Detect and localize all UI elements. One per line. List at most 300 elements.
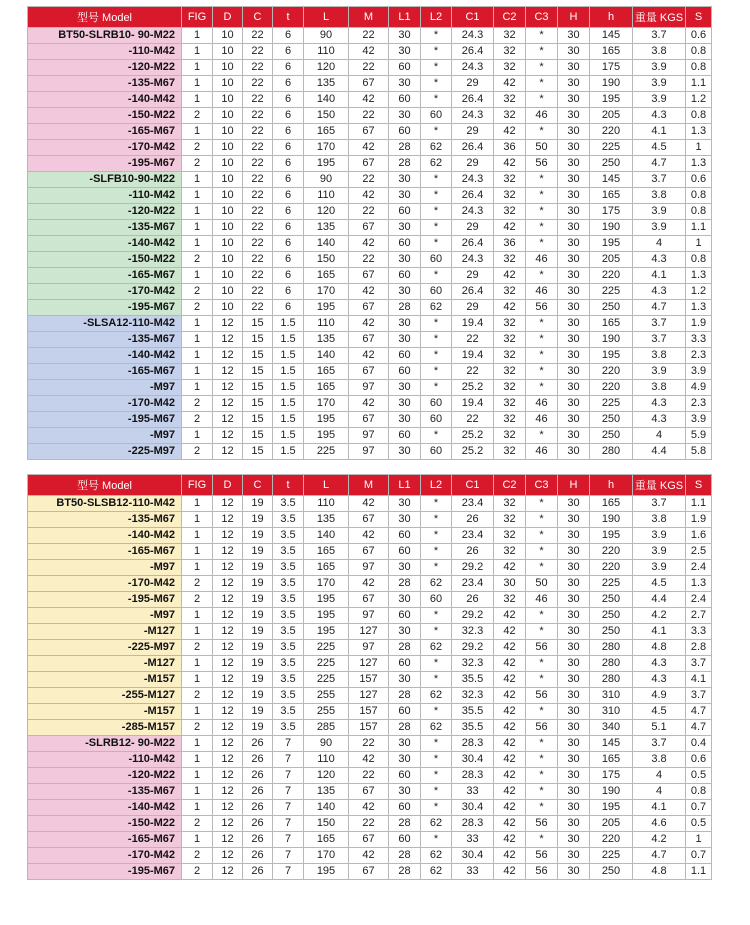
value-cell: 280 xyxy=(590,672,633,688)
value-cell: * xyxy=(526,608,558,624)
value-cell: * xyxy=(421,44,452,60)
value-cell: 3.7 xyxy=(686,688,712,704)
model-cell: -SLRB12- 90-M22 xyxy=(28,736,182,752)
value-cell: * xyxy=(421,348,452,364)
value-cell: 250 xyxy=(590,864,633,880)
value-cell: 42 xyxy=(349,848,389,864)
value-cell: 1.3 xyxy=(686,156,712,172)
value-cell: 3.5 xyxy=(273,528,304,544)
value-cell: 15 xyxy=(243,396,273,412)
value-cell: 15 xyxy=(243,316,273,332)
value-cell: 1.5 xyxy=(273,364,304,380)
value-cell: 4.1 xyxy=(633,268,686,284)
value-cell: 165 xyxy=(590,316,633,332)
value-cell: 62 xyxy=(421,848,452,864)
table-row xyxy=(28,656,712,672)
value-cell: 32.3 xyxy=(452,688,494,704)
value-cell: 2 xyxy=(182,156,213,172)
value-cell: 4.3 xyxy=(633,252,686,268)
value-cell: 29.2 xyxy=(452,640,494,656)
value-cell: 10 xyxy=(213,188,243,204)
value-cell: 32 xyxy=(494,512,526,528)
value-cell: 30 xyxy=(558,608,590,624)
value-cell: 42 xyxy=(494,864,526,880)
value-cell: 127 xyxy=(349,656,389,672)
value-cell: 15 xyxy=(243,428,273,444)
value-cell: 26 xyxy=(243,752,273,768)
value-cell: 30 xyxy=(558,832,590,848)
value-cell: 30 xyxy=(558,576,590,592)
value-cell: 30 xyxy=(558,252,590,268)
table-row xyxy=(28,816,712,832)
table-row xyxy=(28,576,712,592)
value-cell: 3.9 xyxy=(633,92,686,108)
value-cell: 30 xyxy=(389,592,421,608)
value-cell: 22 xyxy=(243,108,273,124)
value-cell: 1 xyxy=(182,544,213,560)
value-cell: 19 xyxy=(243,656,273,672)
value-cell: 0.8 xyxy=(686,188,712,204)
column-header: L xyxy=(304,7,349,28)
model-cell: -120-M22 xyxy=(28,768,182,784)
value-cell: 12 xyxy=(213,380,243,396)
model-cell: -135-M67 xyxy=(28,784,182,800)
value-cell: 19 xyxy=(243,496,273,512)
value-cell: 67 xyxy=(349,300,389,316)
value-cell: 3.3 xyxy=(686,332,712,348)
value-cell: 280 xyxy=(590,444,633,460)
value-cell: 60 xyxy=(389,428,421,444)
value-cell: 42 xyxy=(349,92,389,108)
value-cell: 170 xyxy=(304,140,349,156)
value-cell: 42 xyxy=(349,188,389,204)
value-cell: 165 xyxy=(304,380,349,396)
value-cell: 2 xyxy=(182,816,213,832)
value-cell: 0.7 xyxy=(686,848,712,864)
value-cell: 28 xyxy=(389,300,421,316)
value-cell: 30 xyxy=(389,496,421,512)
value-cell: 2 xyxy=(182,848,213,864)
table-row xyxy=(28,92,712,108)
value-cell: 19.4 xyxy=(452,348,494,364)
value-cell: 35.5 xyxy=(452,720,494,736)
value-cell: * xyxy=(526,124,558,140)
value-cell: 42 xyxy=(494,672,526,688)
value-cell: 26.4 xyxy=(452,188,494,204)
value-cell: 6 xyxy=(273,284,304,300)
value-cell: 42 xyxy=(349,396,389,412)
value-cell: 2 xyxy=(182,108,213,124)
value-cell: 62 xyxy=(421,720,452,736)
value-cell: 165 xyxy=(304,268,349,284)
value-cell: 29.2 xyxy=(452,560,494,576)
model-cell: -110-M42 xyxy=(28,188,182,204)
value-cell: 30 xyxy=(389,784,421,800)
table-row xyxy=(28,752,712,768)
value-cell: 30 xyxy=(558,380,590,396)
value-cell: 195 xyxy=(590,800,633,816)
value-cell: 15 xyxy=(243,380,273,396)
value-cell: 225 xyxy=(304,640,349,656)
value-cell: 1 xyxy=(686,140,712,156)
column-header: M xyxy=(349,7,389,28)
value-cell: 19 xyxy=(243,688,273,704)
value-cell: 3.8 xyxy=(633,512,686,528)
value-cell: * xyxy=(526,752,558,768)
value-cell: 97 xyxy=(349,380,389,396)
value-cell: 157 xyxy=(349,704,389,720)
value-cell: 35.5 xyxy=(452,672,494,688)
value-cell: 42 xyxy=(494,268,526,284)
value-cell: 7 xyxy=(273,864,304,880)
value-cell: 12 xyxy=(213,800,243,816)
value-cell: 170 xyxy=(304,848,349,864)
value-cell: 32 xyxy=(494,188,526,204)
value-cell: 67 xyxy=(349,512,389,528)
value-cell: * xyxy=(421,560,452,576)
value-cell: 7 xyxy=(273,848,304,864)
value-cell: 46 xyxy=(526,412,558,428)
value-cell: 110 xyxy=(304,752,349,768)
value-cell: 30.4 xyxy=(452,848,494,864)
value-cell: 97 xyxy=(349,608,389,624)
value-cell: 4.3 xyxy=(633,672,686,688)
value-cell: 12 xyxy=(213,848,243,864)
value-cell: 0.8 xyxy=(686,784,712,800)
value-cell: 67 xyxy=(349,220,389,236)
value-cell: 4.9 xyxy=(686,380,712,396)
value-cell: 46 xyxy=(526,592,558,608)
value-cell: 145 xyxy=(590,736,633,752)
table-row xyxy=(28,608,712,624)
value-cell: * xyxy=(421,832,452,848)
value-cell: 1.5 xyxy=(273,428,304,444)
value-cell: 3.5 xyxy=(273,512,304,528)
value-cell: 30 xyxy=(389,380,421,396)
value-cell: 6 xyxy=(273,92,304,108)
value-cell: 29 xyxy=(452,268,494,284)
value-cell: 42 xyxy=(494,608,526,624)
model-cell: -SLSA12-110-M42 xyxy=(28,316,182,332)
value-cell: 30 xyxy=(558,816,590,832)
value-cell: 12 xyxy=(213,316,243,332)
table-row xyxy=(28,156,712,172)
value-cell: 22 xyxy=(349,28,389,44)
value-cell: 1 xyxy=(182,380,213,396)
value-cell: 19 xyxy=(243,544,273,560)
table-row xyxy=(28,428,712,444)
value-cell: 60 xyxy=(389,92,421,108)
value-cell: 90 xyxy=(304,736,349,752)
value-cell: 250 xyxy=(590,300,633,316)
value-cell: 10 xyxy=(213,124,243,140)
column-header: H xyxy=(558,475,590,496)
value-cell: 1 xyxy=(182,268,213,284)
value-cell: 3.5 xyxy=(273,704,304,720)
table-row xyxy=(28,640,712,656)
model-cell: -140-M42 xyxy=(28,92,182,108)
value-cell: 7 xyxy=(273,832,304,848)
value-cell: 190 xyxy=(590,512,633,528)
value-cell: 140 xyxy=(304,236,349,252)
table-row xyxy=(28,560,712,576)
value-cell: 32 xyxy=(494,108,526,124)
value-cell: 22 xyxy=(243,252,273,268)
table-row xyxy=(28,800,712,816)
table-row xyxy=(28,624,712,640)
value-cell: 12 xyxy=(213,332,243,348)
value-cell: 30 xyxy=(558,268,590,284)
value-cell: 255 xyxy=(304,704,349,720)
value-cell: 1 xyxy=(182,784,213,800)
column-header: L2 xyxy=(421,7,452,28)
value-cell: * xyxy=(526,316,558,332)
value-cell: * xyxy=(526,784,558,800)
value-cell: 10 xyxy=(213,28,243,44)
model-cell: -165-M67 xyxy=(28,832,182,848)
value-cell: 6 xyxy=(273,28,304,44)
value-cell: 3.9 xyxy=(633,76,686,92)
value-cell: 1.1 xyxy=(686,76,712,92)
value-cell: 4.4 xyxy=(633,592,686,608)
value-cell: 165 xyxy=(304,124,349,140)
value-cell: * xyxy=(526,44,558,60)
value-cell: 62 xyxy=(421,816,452,832)
value-cell: 6 xyxy=(273,188,304,204)
value-cell: 56 xyxy=(526,640,558,656)
value-cell: 32 xyxy=(494,380,526,396)
value-cell: 30 xyxy=(558,204,590,220)
value-cell: 4.7 xyxy=(686,704,712,720)
value-cell: 30 xyxy=(389,220,421,236)
table-row xyxy=(28,704,712,720)
value-cell: 26.4 xyxy=(452,44,494,60)
model-cell: -170-M42 xyxy=(28,140,182,156)
value-cell: 50 xyxy=(526,576,558,592)
model-cell: -135-M67 xyxy=(28,512,182,528)
value-cell: 2 xyxy=(182,284,213,300)
value-cell: * xyxy=(526,332,558,348)
value-cell: 30 xyxy=(558,92,590,108)
value-cell: 1.9 xyxy=(686,512,712,528)
value-cell: 225 xyxy=(590,284,633,300)
value-cell: 19 xyxy=(243,672,273,688)
value-cell: 140 xyxy=(304,528,349,544)
model-cell: -135-M67 xyxy=(28,220,182,236)
value-cell: 12 xyxy=(213,348,243,364)
value-cell: 195 xyxy=(304,156,349,172)
value-cell: 2 xyxy=(182,300,213,316)
value-cell: 6 xyxy=(273,172,304,188)
value-cell: 26 xyxy=(243,816,273,832)
value-cell: 28.3 xyxy=(452,736,494,752)
value-cell: 4.5 xyxy=(633,576,686,592)
value-cell: 62 xyxy=(421,688,452,704)
column-header: FIG xyxy=(182,7,213,28)
value-cell: 30 xyxy=(558,60,590,76)
value-cell: 42 xyxy=(349,348,389,364)
table-row xyxy=(28,544,712,560)
value-cell: 250 xyxy=(590,592,633,608)
value-cell: 26 xyxy=(243,832,273,848)
value-cell: 1 xyxy=(182,624,213,640)
value-cell: 30 xyxy=(389,752,421,768)
table-row xyxy=(28,204,712,220)
model-cell: -135-M67 xyxy=(28,76,182,92)
model-cell: -225-M97 xyxy=(28,640,182,656)
column-header: C1 xyxy=(452,475,494,496)
value-cell: 42 xyxy=(494,124,526,140)
value-cell: 42 xyxy=(494,848,526,864)
value-cell: 7 xyxy=(273,816,304,832)
value-cell: 97 xyxy=(349,428,389,444)
value-cell: 10 xyxy=(213,300,243,316)
value-cell: 3.5 xyxy=(273,624,304,640)
value-cell: 0.8 xyxy=(686,108,712,124)
column-header: C2 xyxy=(494,7,526,28)
value-cell: 42 xyxy=(494,624,526,640)
column-header: C3 xyxy=(526,475,558,496)
table-row xyxy=(28,496,712,512)
value-cell: 2 xyxy=(182,140,213,156)
column-header: D xyxy=(213,7,243,28)
value-cell: 4.7 xyxy=(633,300,686,316)
table-row xyxy=(28,60,712,76)
value-cell: 60 xyxy=(389,800,421,816)
model-cell: -135-M67 xyxy=(28,332,182,348)
model-cell: -165-M67 xyxy=(28,268,182,284)
value-cell: 42 xyxy=(494,736,526,752)
value-cell: 26 xyxy=(243,736,273,752)
value-cell: 32 xyxy=(494,528,526,544)
value-cell: 3.7 xyxy=(686,656,712,672)
value-cell: 19 xyxy=(243,576,273,592)
value-cell: 46 xyxy=(526,252,558,268)
value-cell: 110 xyxy=(304,496,349,512)
value-cell: 1.3 xyxy=(686,268,712,284)
value-cell: 3.9 xyxy=(633,528,686,544)
value-cell: 0.8 xyxy=(686,252,712,268)
value-cell: 1 xyxy=(182,172,213,188)
value-cell: 42 xyxy=(494,752,526,768)
column-header: S xyxy=(686,7,712,28)
value-cell: * xyxy=(526,28,558,44)
value-cell: 6 xyxy=(273,204,304,220)
value-cell: 30 xyxy=(558,512,590,528)
value-cell: 56 xyxy=(526,816,558,832)
value-cell: 24.3 xyxy=(452,60,494,76)
value-cell: * xyxy=(526,496,558,512)
value-cell: 30 xyxy=(558,544,590,560)
table-row xyxy=(28,284,712,300)
value-cell: 19 xyxy=(243,704,273,720)
model-cell: -M97 xyxy=(28,380,182,396)
value-cell: 22 xyxy=(243,268,273,284)
column-header: C2 xyxy=(494,475,526,496)
value-cell: 62 xyxy=(421,864,452,880)
value-cell: 22 xyxy=(452,332,494,348)
table-body xyxy=(28,28,712,460)
value-cell: 220 xyxy=(590,832,633,848)
value-cell: 60 xyxy=(389,768,421,784)
value-cell: 12 xyxy=(213,512,243,528)
value-cell: 30 xyxy=(389,76,421,92)
value-cell: * xyxy=(526,172,558,188)
value-cell: 42 xyxy=(494,76,526,92)
value-cell: 135 xyxy=(304,784,349,800)
model-cell: -195-M67 xyxy=(28,412,182,428)
value-cell: 10 xyxy=(213,140,243,156)
value-cell: 120 xyxy=(304,768,349,784)
value-cell: 26.4 xyxy=(452,236,494,252)
value-cell: 2 xyxy=(182,720,213,736)
value-cell: 42 xyxy=(494,816,526,832)
value-cell: 1 xyxy=(182,236,213,252)
value-cell: 28 xyxy=(389,688,421,704)
value-cell: 32.3 xyxy=(452,624,494,640)
model-cell: BT50-SLSB12-110-M42 xyxy=(28,496,182,512)
value-cell: 12 xyxy=(213,428,243,444)
value-cell: * xyxy=(526,268,558,284)
value-cell: 225 xyxy=(590,576,633,592)
value-cell: 42 xyxy=(494,300,526,316)
value-cell: 30 xyxy=(389,396,421,412)
value-cell: 1 xyxy=(182,496,213,512)
value-cell: 2 xyxy=(182,864,213,880)
value-cell: * xyxy=(526,624,558,640)
value-cell: 4.6 xyxy=(633,816,686,832)
value-cell: 36 xyxy=(494,140,526,156)
value-cell: 29 xyxy=(452,76,494,92)
value-cell: 4.7 xyxy=(686,720,712,736)
value-cell: 42 xyxy=(494,688,526,704)
value-cell: 42 xyxy=(494,720,526,736)
value-cell: 60 xyxy=(421,412,452,428)
value-cell: * xyxy=(421,496,452,512)
value-cell: 30 xyxy=(558,284,590,300)
value-cell: 10 xyxy=(213,92,243,108)
value-cell: 170 xyxy=(304,576,349,592)
value-cell: 26 xyxy=(243,768,273,784)
value-cell: 22 xyxy=(349,204,389,220)
value-cell: 3.9 xyxy=(686,412,712,428)
spec-table-1 xyxy=(27,6,712,460)
value-cell: 1.5 xyxy=(273,444,304,460)
value-cell: 12 xyxy=(213,496,243,512)
value-cell: 0.5 xyxy=(686,816,712,832)
value-cell: 42 xyxy=(349,576,389,592)
value-cell: 12 xyxy=(213,784,243,800)
value-cell: 5.8 xyxy=(686,444,712,460)
value-cell: * xyxy=(526,544,558,560)
value-cell: 42 xyxy=(349,44,389,60)
value-cell: 6 xyxy=(273,268,304,284)
value-cell: 165 xyxy=(304,832,349,848)
value-cell: 225 xyxy=(304,444,349,460)
value-cell: 24.3 xyxy=(452,172,494,188)
value-cell: 30 xyxy=(389,560,421,576)
value-cell: 2.4 xyxy=(686,560,712,576)
value-cell: * xyxy=(526,220,558,236)
column-header: 型号 Model xyxy=(28,7,182,28)
value-cell: 30 xyxy=(389,252,421,268)
value-cell: 30 xyxy=(389,188,421,204)
value-cell: 19 xyxy=(243,560,273,576)
value-cell: 15 xyxy=(243,444,273,460)
value-cell: 26 xyxy=(452,592,494,608)
value-cell: 30 xyxy=(558,784,590,800)
value-cell: 4 xyxy=(633,236,686,252)
